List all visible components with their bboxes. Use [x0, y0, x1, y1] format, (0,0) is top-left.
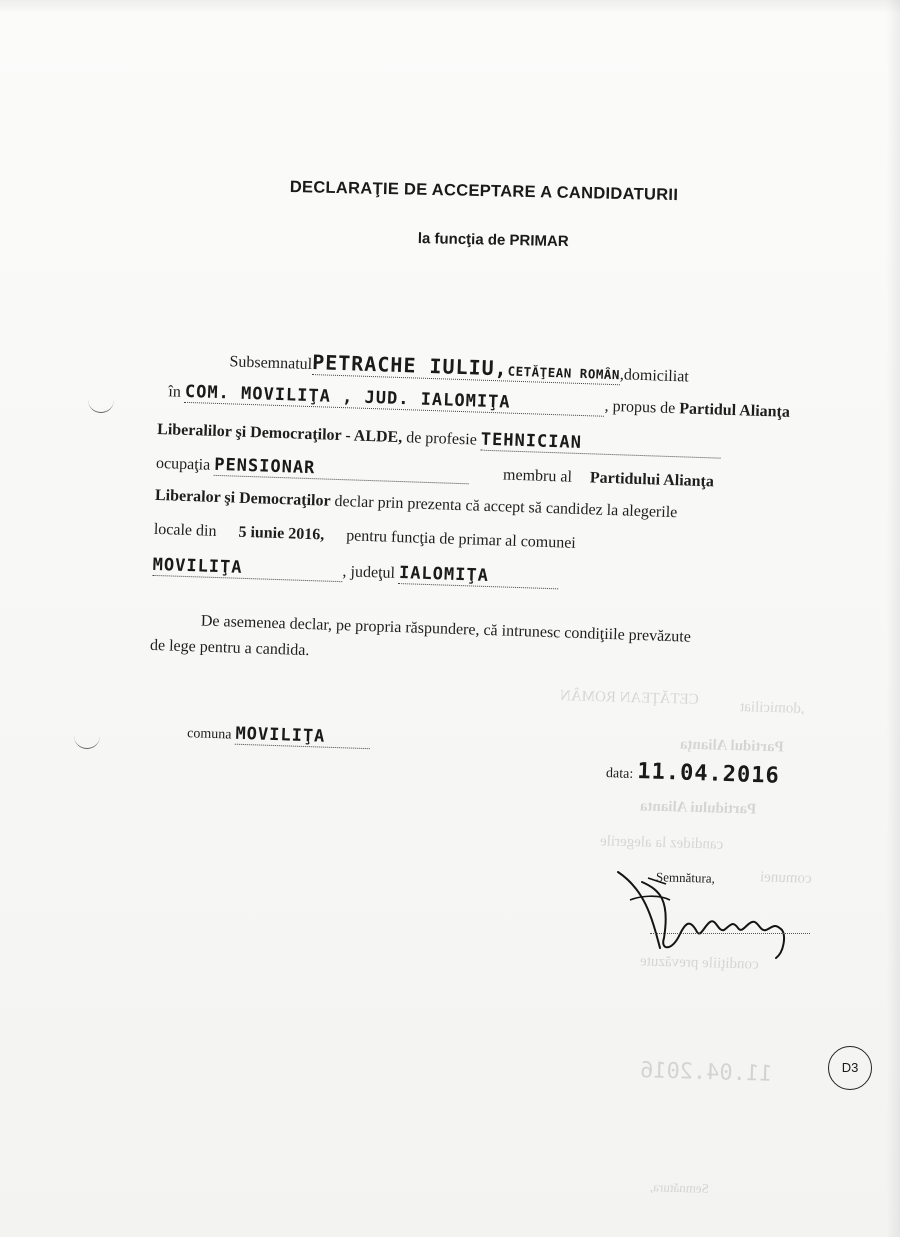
- scan-shadow-top: [0, 0, 900, 14]
- line-commune: [152, 555, 559, 592]
- judetul-label: , judeţul: [342, 563, 396, 582]
- subsemnatul-label: Subsemnatul: [229, 353, 313, 374]
- profesie-label: de profesie: [405, 429, 478, 449]
- bleed-through-conditiile: condiţiile prevăzute: [639, 953, 759, 973]
- document-subtitle: la funcţia de PRIMAR: [417, 230, 569, 251]
- party-name-part1: Partidul Alianţa: [678, 400, 791, 421]
- handwritten-date: 11.04.2016: [636, 759, 781, 789]
- paragraph2-line2: de lege pentru a candida.: [149, 636, 310, 660]
- domiciliat-label: ,domiciliat: [619, 366, 690, 386]
- declaration-body: [149, 345, 850, 789]
- bleed-through-signature-label: Semnătura,: [649, 1179, 710, 1196]
- bleed-through-candidez: candidez la alegerile: [599, 833, 724, 853]
- member-party-part2: Liberalor şi Democraţilor: [154, 486, 331, 510]
- comuna-label: comuna: [186, 726, 232, 743]
- line-subsemnatul: [229, 347, 689, 386]
- document-title: DECLARAŢIE DE ACCEPTARE A CANDIDATURII: [289, 178, 679, 205]
- bleed-through-party: Partidul Alianţa: [679, 736, 784, 756]
- handwritten-commune: MOVILIŢA: [152, 554, 243, 578]
- handwritten-name: PETRACHE IULIU,: [311, 350, 509, 381]
- bleed-through-comunei: comunei: [759, 869, 812, 887]
- line-declar: [154, 487, 677, 528]
- party-name-part2: Liberalilor şi Democraţilor - ALDE,: [156, 420, 403, 447]
- handwritten-address: COM. MOVILIŢA , JUD. IALOMIŢA: [184, 381, 511, 413]
- line-date: [606, 758, 780, 788]
- handwritten-occupation: PENSIONAR: [213, 454, 316, 479]
- bleed-through-domiciliat: ,domiciliat: [739, 699, 805, 717]
- signature-line: [650, 933, 810, 934]
- pentru-text: pentru funcţia de primar al comunei: [345, 527, 577, 552]
- margin-punch-mark: [88, 398, 114, 413]
- scan-shadow-right: [886, 0, 900, 1237]
- handwritten-county: IALOMIŢA: [398, 563, 490, 587]
- signature-scribble: [600, 860, 800, 960]
- ocupatia-label: ocupaţia: [155, 454, 211, 474]
- handwritten-comuna: MOVILIŢA: [235, 723, 326, 747]
- document-code-badge: D3: [828, 1046, 872, 1090]
- line-election: [153, 521, 576, 559]
- margin-punch-mark: [74, 734, 100, 749]
- line-address: [168, 381, 790, 426]
- line-comuna: [187, 722, 371, 752]
- data-label: data:: [605, 766, 634, 782]
- membru-label: membru al: [502, 466, 573, 486]
- bleed-through-date: 11.04.2016: [639, 1058, 773, 1087]
- locale-label: locale din: [153, 520, 217, 540]
- election-date: 5 iunie 2016,: [238, 523, 325, 544]
- propus-label: , propus de: [604, 397, 676, 418]
- signature-label: Semnătura,: [655, 869, 716, 886]
- in-label: în: [168, 383, 182, 401]
- paragraph2-line1: De asemenea declar, pe propria răspundere, că intrunesc condiţiile prevăzute: [200, 612, 692, 646]
- bleed-through-partidului: Partidului Alianta: [639, 798, 757, 818]
- handwritten-citizenship: CETĂŢEAN ROMÂN: [507, 363, 621, 383]
- handwritten-profession: TEHNICIAN: [480, 429, 583, 454]
- member-party-part1: Partidului Alianţa: [589, 469, 715, 491]
- declar-text: declar prin prezenta că accept să candidez la alegerile: [334, 492, 678, 522]
- bleed-through-citizenship: CETĂŢEAN ROMÂN: [559, 688, 699, 708]
